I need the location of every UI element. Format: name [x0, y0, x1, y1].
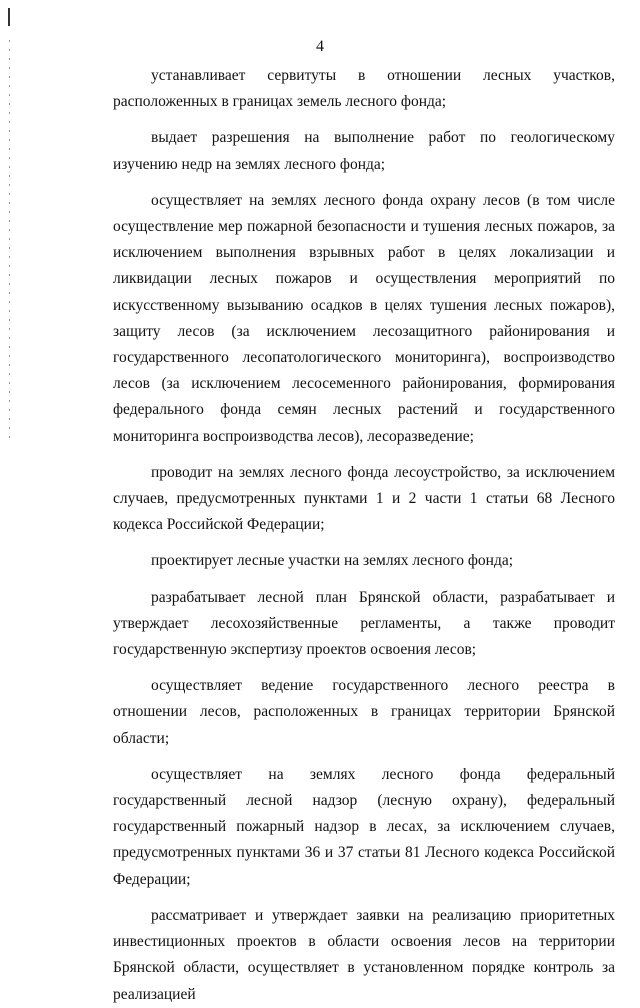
paragraph: выдает разрешения на выполнение работ по геологическому изучению недр на землях лесного фонда;: [113, 129, 615, 173]
binding-edge-dots: [9, 40, 10, 440]
paragraph: проводит на землях лесного фонда лесоустройство, за исключением случаев, предусмотренных пунктами 1 и 2 части 1 статьи 68 Лесного кодекса Российской Федерации;: [113, 463, 615, 534]
document-body: [113, 63, 615, 1008]
page-number: 4: [316, 38, 324, 55]
paragraph: проектирует лесные участки на землях лесного фонда;: [151, 552, 514, 570]
paragraph: рассматривает и утверждает заявки на реализацию приоритетных инвестиционных проектов в области освоения лесов на территории Брянской области, осуществляет в установленном порядке контроль за реализацией: [113, 906, 615, 1003]
binding-mark: [8, 8, 10, 26]
paragraph: осуществляет на землях лесного фонда охрану лесов (в том числе осуществление мер пожарной безопасности и тушения лесных пожаров, за исключением выполнения взрывных работ в целях локализации и ликвидации лесных пожаров и осуществления мероприятий по искусственному вызыванию осадков в целях тушения лесных пожаров), защиту лесов (за исключением лесозащитного районирования и государственного лесопатологического мониторинга), воспроизводство лесов (за исключением лесосеменного районирования, формирования федерального фонда семян лесных растений и государственного мониторинга воспроизводства лесов), лесоразведение;: [113, 191, 615, 445]
paragraph: устанавливает сервитуты в отношении лесных участков, расположенных в границах земель лесного фонда;: [113, 67, 615, 111]
paragraph: осуществляет на землях лесного фонда федеральный государственный лесной надзор (лесную охрану), федеральный государственный пожарный надзор в лесах, за исключением случаев, предусмотренных пунктами 36 и 37 статьи 81 Лесного кодекса Российской Федерации;: [113, 765, 615, 888]
paragraph: осуществляет ведение государственного лесного реестра в отношении лесов, расположенных в границах территории Брянской области;: [113, 677, 615, 747]
paragraph: разрабатывает лесной план Брянской области, разрабатывает и утверждает лесохозяйственные регламенты, а также проводит государственную экспертизу проектов освоения лесов;: [113, 588, 615, 659]
